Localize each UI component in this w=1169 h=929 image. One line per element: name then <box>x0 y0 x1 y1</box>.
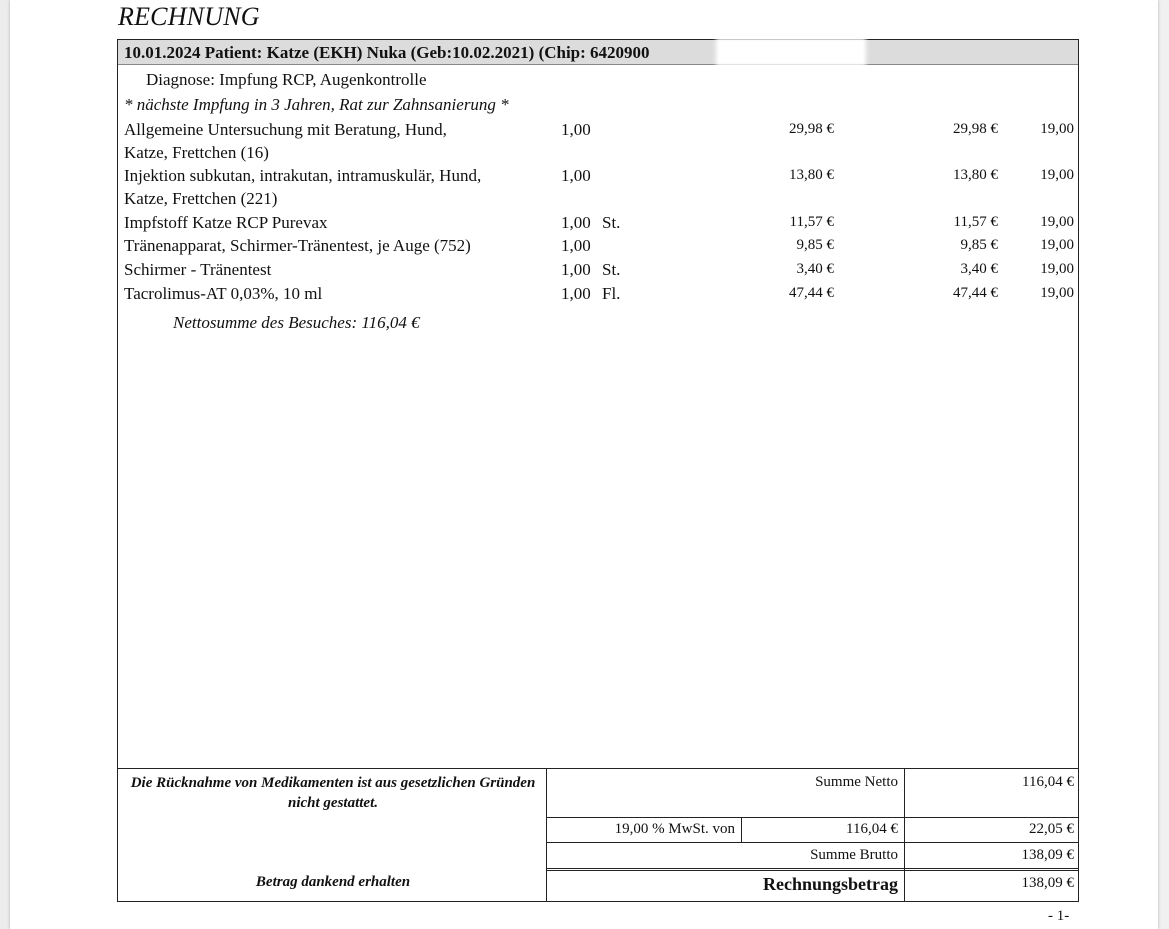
page-title: RECHNUNG <box>118 2 260 31</box>
item-description: Allgemeine Untersuchung mit Beratung, Hund, Katze, Frettchen (16) <box>124 120 447 162</box>
item-unit-price: 11,57 € <box>789 214 834 230</box>
item-unit-price: 13,80 € <box>789 167 834 183</box>
vat-base-value: 116,04 € <box>846 821 898 837</box>
footer-rule <box>546 868 1078 869</box>
vaccination-note: * nächste Impfung in 3 Jahren, Rat zur Zahnsanierung * <box>124 95 509 114</box>
footer-divider <box>904 768 905 902</box>
item-vat-rate: 19,00 <box>1040 285 1074 301</box>
item-total: 3,40 € <box>960 261 998 277</box>
item-vat-rate: 19,00 <box>1040 167 1074 183</box>
item-unit: St. <box>602 213 621 232</box>
footer-divider <box>546 768 547 902</box>
item-quantity: 1,00 <box>561 284 591 303</box>
item-unit: St. <box>602 260 621 279</box>
item-vat-rate: 19,00 <box>1040 121 1074 137</box>
item-description: Impfstoff Katze RCP Purevax <box>124 213 328 232</box>
invoice-amount-value: 138,09 € <box>1021 875 1074 891</box>
net-sum-value: 116,04 € <box>1022 774 1074 790</box>
item-quantity: 1,00 <box>561 120 591 139</box>
item-description: Tränenapparat, Schirmer-Tränentest, je Auge (752) <box>124 236 471 255</box>
item-description: Tacrolimus-AT 0,03%, 10 ml <box>124 284 323 303</box>
footer-top-rule <box>118 768 1078 769</box>
item-total: 29,98 € <box>953 121 998 137</box>
footer-rule <box>546 870 1078 871</box>
invoice-amount-label: Rechnungsbetrag <box>762 874 898 894</box>
item-quantity: 1,00 <box>561 236 591 255</box>
net-visit-sum: Nettosumme des Besuches: 116,04 € <box>173 313 420 332</box>
item-vat-rate: 19,00 <box>1040 261 1074 277</box>
return-policy-notice: Die Rücknahme von Medikamenten ist aus gesetzlichen Gründen nicht gestattet. <box>130 775 536 811</box>
net-sum-label: Summe Netto <box>815 774 898 790</box>
patient-header: 10.01.2024 Patient: Katze (EKH) Nuka (Geb:10.02.2021) (Chip: 6420900 <box>124 43 650 62</box>
item-unit-price: 29,98 € <box>789 121 834 137</box>
payment-received-note: Betrag dankend erhalten <box>255 874 411 890</box>
footer-rule <box>546 842 1078 843</box>
item-quantity: 1,00 <box>561 260 591 279</box>
page-number: - 1- <box>1048 908 1070 924</box>
gross-sum-value: 138,09 € <box>1021 847 1074 863</box>
item-description: Injektion subkutan, intrakutan, intramuskulär, Hund, Katze, Frettchen (221) <box>124 166 482 208</box>
item-vat-rate: 19,00 <box>1040 237 1074 253</box>
item-total: 13,80 € <box>953 167 998 183</box>
gross-sum-label: Summe Brutto <box>810 847 898 863</box>
footer-divider <box>741 817 742 842</box>
diagnosis-line: Diagnose: Impfung RCP, Augenkontrolle <box>146 70 427 89</box>
footer-rule <box>546 817 1078 818</box>
item-total: 9,85 € <box>960 237 998 253</box>
item-quantity: 1,00 <box>561 166 591 185</box>
item-total: 47,44 € <box>953 285 998 301</box>
item-unit-price: 3,40 € <box>796 261 834 277</box>
vat-value: 22,05 € <box>1029 821 1074 837</box>
viewer-background <box>0 0 10 929</box>
item-unit-price: 9,85 € <box>796 237 834 253</box>
item-unit: Fl. <box>602 284 621 303</box>
item-quantity: 1,00 <box>561 213 591 232</box>
item-total: 11,57 € <box>953 214 998 230</box>
item-unit-price: 47,44 € <box>789 285 834 301</box>
item-description: Schirmer - Tränentest <box>124 260 272 279</box>
redacted-chip-number <box>716 38 866 66</box>
item-vat-rate: 19,00 <box>1040 214 1074 230</box>
vat-label: 19,00 % MwSt. von <box>614 821 735 837</box>
